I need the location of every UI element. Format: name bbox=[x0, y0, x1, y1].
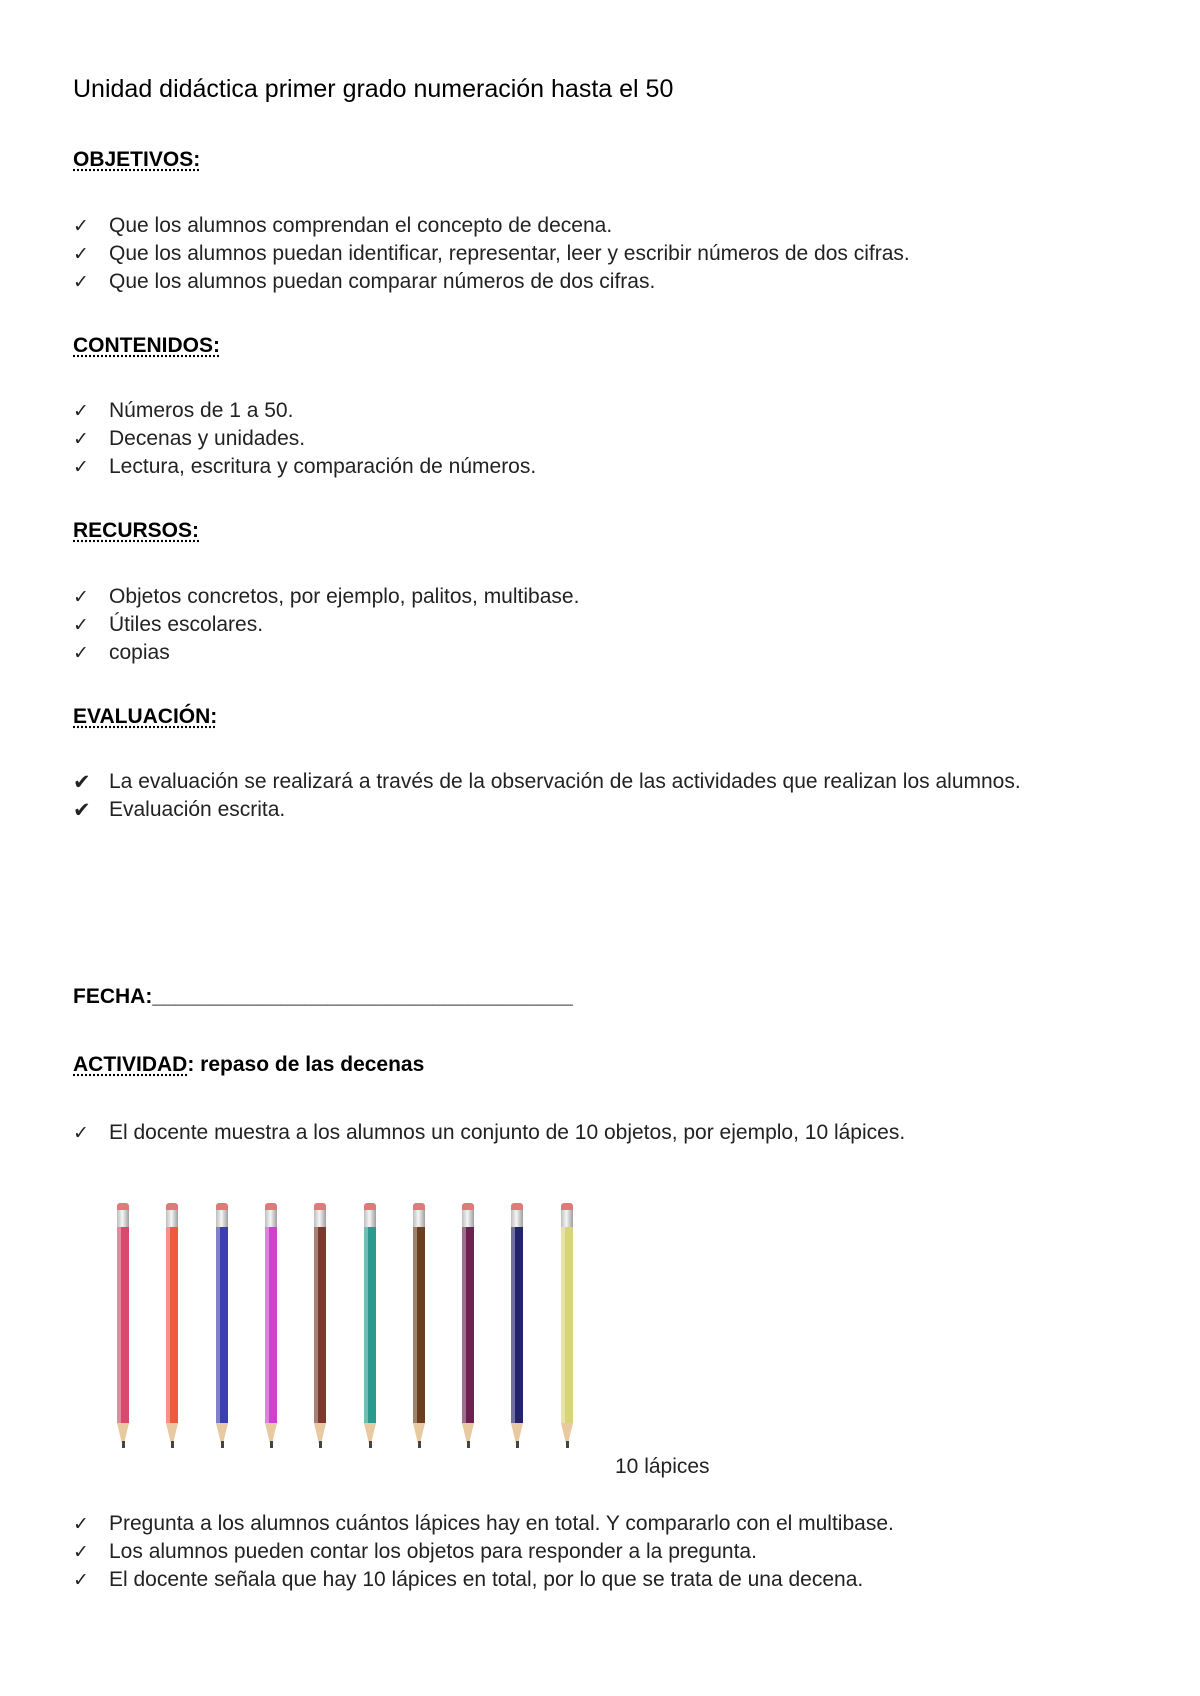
pencil-icon bbox=[509, 1203, 525, 1448]
list-item bbox=[73, 240, 910, 268]
list-item-text: El docente muestra a los alumnos un conjunto de 10 objetos, por ejemplo, 10 lápices. bbox=[109, 1121, 906, 1144]
evaluacion-heading-text: EVALUACIÓN: bbox=[73, 705, 218, 728]
list-item bbox=[73, 1119, 905, 1147]
list-item bbox=[73, 453, 536, 481]
check-icon: ✓ bbox=[73, 1569, 89, 1591]
list-item bbox=[73, 425, 536, 453]
check-icon: ✓ bbox=[73, 1122, 89, 1144]
list-item-text: copias bbox=[109, 641, 170, 664]
list-item-text: Evaluación escrita. bbox=[109, 798, 286, 821]
list-item bbox=[73, 611, 579, 639]
list-item bbox=[73, 639, 579, 667]
evaluacion-list bbox=[73, 768, 1083, 824]
recursos-heading bbox=[73, 519, 199, 543]
pencil-icon bbox=[559, 1203, 575, 1448]
list-item-text: El docente señala que hay 10 lápices en total, por lo que se trata de una decena. bbox=[109, 1568, 864, 1591]
list-item-text: La evaluación se realizará a través de la observación de las actividades que realizan los alumnos. bbox=[109, 770, 1021, 793]
list-item bbox=[73, 1538, 894, 1566]
list-item-text: Que los alumnos puedan comparar números de dos cifras. bbox=[109, 270, 656, 293]
list-item-text: Los alumnos pueden contar los objetos para responder a la pregunta. bbox=[109, 1540, 757, 1563]
check-icon: ✓ bbox=[73, 1541, 89, 1563]
list-item bbox=[73, 1510, 894, 1538]
actividad-heading-label: ACTIVIDAD bbox=[73, 1053, 188, 1076]
list-item-text: Que los alumnos puedan identificar, representar, leer y escribir números de dos cifras. bbox=[109, 242, 910, 265]
actividad-intro-list bbox=[73, 1119, 905, 1147]
list-item-text: Números de 1 a 50. bbox=[109, 399, 294, 422]
list-item-text: Pregunta a los alumnos cuántos lápices hay en total. Y compararlo con el multibase. bbox=[109, 1512, 894, 1535]
pencil-icon bbox=[460, 1203, 476, 1448]
list-item bbox=[73, 768, 1083, 796]
list-item-text: Útiles escolares. bbox=[109, 613, 264, 636]
check-icon: ✓ bbox=[73, 642, 89, 664]
list-item bbox=[73, 1566, 894, 1594]
check-icon: ✔ bbox=[73, 798, 91, 822]
fecha-field: FECHA:____________________________________ bbox=[73, 985, 573, 1008]
pencil-icon bbox=[263, 1203, 279, 1448]
pencil-icon bbox=[362, 1203, 378, 1448]
list-item-text: Lectura, escritura y comparación de números. bbox=[109, 455, 537, 478]
pencil-icon bbox=[164, 1203, 180, 1448]
pencil-icon bbox=[312, 1203, 328, 1448]
list-item-text: Que los alumnos comprendan el concepto de decena. bbox=[109, 214, 613, 237]
pencils-image bbox=[115, 1203, 635, 1448]
evaluacion-heading bbox=[73, 705, 217, 729]
objetivos-list bbox=[73, 212, 910, 296]
list-item bbox=[73, 212, 910, 240]
document-title: Unidad didáctica primer grado numeración hasta el 50 bbox=[73, 75, 674, 103]
contenidos-heading-text: CONTENIDOS: bbox=[73, 334, 220, 357]
list-item bbox=[73, 397, 536, 425]
check-icon: ✓ bbox=[73, 1513, 89, 1535]
check-icon: ✓ bbox=[73, 614, 89, 636]
list-item-text: Decenas y unidades. bbox=[109, 427, 306, 450]
check-icon: ✓ bbox=[73, 456, 89, 478]
check-icon: ✓ bbox=[73, 400, 89, 422]
recursos-heading-text: RECURSOS: bbox=[73, 519, 200, 542]
pencils-caption: 10 lápices bbox=[615, 1455, 710, 1478]
actividad-heading-rest: : repaso de las decenas bbox=[187, 1053, 425, 1076]
objetivos-heading-text: OBJETIVOS: bbox=[73, 148, 201, 171]
check-icon: ✓ bbox=[73, 428, 89, 450]
list-item bbox=[73, 796, 1083, 824]
objetivos-heading bbox=[73, 148, 200, 172]
list-item bbox=[73, 268, 910, 296]
check-icon: ✓ bbox=[73, 243, 89, 265]
list-item bbox=[73, 583, 579, 611]
pencil-icon bbox=[214, 1203, 230, 1448]
list-item-text: Objetos concretos, por ejemplo, palitos, multibase. bbox=[109, 585, 580, 608]
check-icon: ✓ bbox=[73, 586, 89, 608]
pencil-icon bbox=[115, 1203, 131, 1448]
contenidos-heading bbox=[73, 334, 220, 358]
actividad-list bbox=[73, 1510, 894, 1594]
check-icon: ✓ bbox=[73, 271, 89, 293]
recursos-list bbox=[73, 583, 579, 667]
check-icon: ✓ bbox=[73, 215, 89, 237]
actividad-heading bbox=[73, 1053, 424, 1077]
contenidos-list bbox=[73, 397, 536, 481]
check-icon: ✔ bbox=[73, 770, 91, 794]
pencil-icon bbox=[411, 1203, 427, 1448]
